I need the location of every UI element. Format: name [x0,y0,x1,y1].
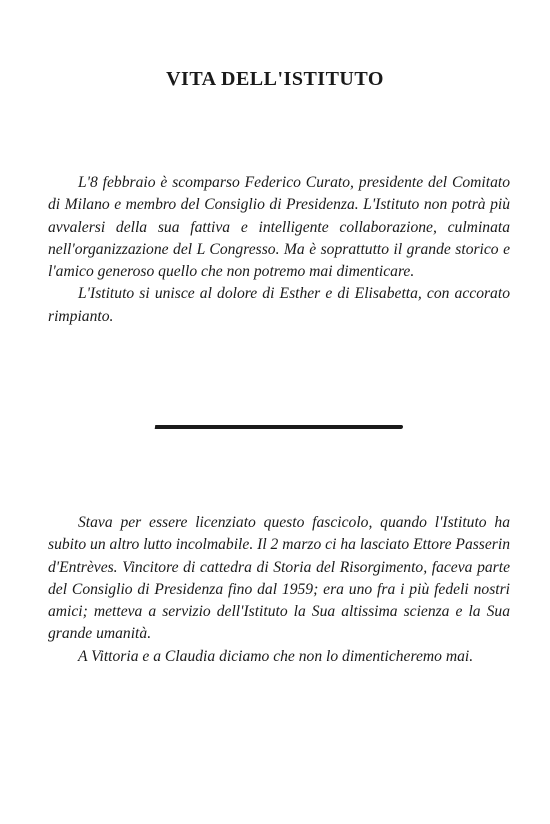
obituary-passerin-paragraph-1: Stava per essere licenziato questo fascicolo, quando l'Istituto ha subito un altro lutto incolmabile. Il 2 marzo ci ha lasciato Ettore Passerin d'Entrèves. Vincitore di cattedra di Storia del Risorgimento, faceva parte del Consiglio di Presidenza fino dal 1959; era uno fra i più fedeli nostri amici; metteva a servizio dell'Istituto la Sua altissima scienza e la Sua grande umanità. [48,514,510,643]
obituary-passerin [48,512,510,668]
obituary-passerin-paragraph-2: A Vittoria e a Claudia diciamo che non lo dimenticheremo mai. [78,647,474,665]
page-title: VITA DELL'ISTITUTO [166,68,384,90]
section-divider [155,425,404,429]
obituary-curato-paragraph-2: L'Istituto si unisce al dolore di Esther e di Elisabetta, con accorato rimpianto. [48,285,510,325]
obituary-curato-paragraph-1: L'8 febbraio è scomparso Federico Curato, presidente del Comitato di Milano e membro del Consiglio di Presidenza. L'Istituto non potrà più avvalersi della sua fattiva e intelligente collaborazione, culminata nell'organizzazione del L Congresso. Ma è soprattutto il grande storico e l'amico generoso quello che non potremo mai dimenticare. [48,174,510,281]
obituary-curato [48,172,510,328]
